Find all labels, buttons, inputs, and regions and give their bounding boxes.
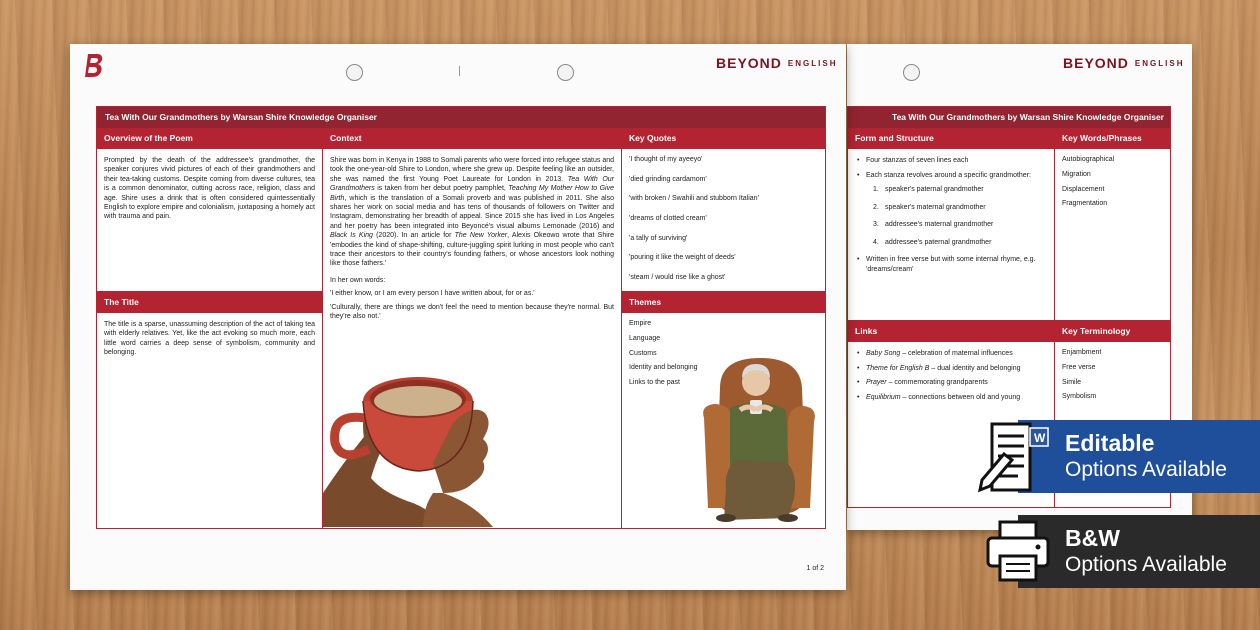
theme-item: Empire <box>629 320 652 327</box>
section-header: Key Terminology <box>1055 321 1170 342</box>
key-words-section <box>1055 128 1170 321</box>
organiser-title: Tea With Our Grandmothers by Warsan Shire Knowledge Organiser <box>97 107 825 128</box>
title-section <box>97 292 323 528</box>
organiser-title: Tea With Our Grandmothers by Warsan Shire Knowledge Organiser <box>848 107 1170 128</box>
context-paragraph: In her own words: <box>330 276 386 284</box>
context-quote: 'Culturally, there are things we don't feel the need to mention because they're normal. But they're also not.' <box>330 303 614 321</box>
quote-item: 'dreams of clotted cream' <box>629 215 707 223</box>
numbered-item: 4. addressee's paternal grandmother <box>873 238 992 246</box>
section-header: Themes <box>622 292 825 313</box>
list-item: Enjambment <box>1062 349 1102 356</box>
title-text: The title is a sparse, unassuming description of the act of taking tea with elderly relatives. Yet, like the act evoking so much more, each little word carries a deep sense of symbolism, community and belonging. <box>104 321 315 357</box>
quote-item: 'I thought of my ayeeyo' <box>629 156 703 163</box>
quote-item: 'died grinding cardamom' <box>629 175 707 183</box>
link-item: • Theme for English B – dual identity and belonging <box>855 364 1047 373</box>
quote-item: 'steam / would rise like a ghost' <box>629 274 726 282</box>
badge-subtitle: Options Available <box>1065 553 1227 576</box>
theme-item: Links to the past <box>629 379 680 387</box>
quote-item: 'pouring it like the weight of deeds' <box>629 254 736 262</box>
form-bullet: • Four stanzas of seven lines each <box>855 156 1047 165</box>
svg-text:W: W <box>1034 431 1046 445</box>
quote-item: 'a tally of surviving' <box>629 234 688 242</box>
list-item: Free verse <box>1062 363 1096 371</box>
beyond-logo-icon <box>84 52 104 78</box>
list-item: Fragmentation <box>1062 200 1108 208</box>
section-header: Overview of the Poem <box>97 128 322 149</box>
theme-item: Identity and belonging <box>629 364 698 372</box>
themes-section <box>622 292 825 528</box>
printer-icon <box>984 518 1052 584</box>
form-structure-section <box>848 128 1055 321</box>
badge-title: Editable <box>1065 430 1155 456</box>
brand-logo-text: BEYOND $^{ENGLISH}$ <box>716 55 838 71</box>
overview-section <box>97 128 323 292</box>
quote-item: 'with broken / Swahili and stubborn Italian' <box>629 195 759 203</box>
overview-text: Prompted by the death of the addressee's grandmother, the speaker conjures vivid pictures of each of their grandmothers and their tea-taking customs. Despite coming from diverse cultures, tea is a common denominator, cutting across race, religion, class and age. Shire uses a drink that is often considered quintessentially English to explore empire and colonialism, juxtaposing a homely act with trauma and pain. <box>104 157 315 221</box>
link-item: • Equilibrium – connections between old and young <box>855 393 1047 402</box>
numbered-item: 1. speaker's paternal grandmother <box>873 186 984 194</box>
grandmother-in-armchair-illustration <box>690 348 820 524</box>
numbered-item: 2. speaker's maternal grandmother <box>873 203 986 211</box>
badge-subtitle: Options Available <box>1065 458 1227 481</box>
context-paragraph: Shire was born in Kenya in 1988 to Somali parents who were forced into refugee status and took the one-year-old Shire to London, where she grew up. Despite feeling like an outsider, she was named the first Young Poet Laureate for London in 2013. Tea With Our Grandmothers is taken from her debut poetry pamphlet, Teaching My Mother How to Give Birth, which is the translation of a Somali proverb and was published in 2011. She also shares her work on social media and has tens of thousands of followers on Twitter and Instagram, demonstrating her breadth of appeal. Since 2015 she has lived in Los Angeles and her poetry has been integrated into Beyoncé's visual albums Lemonade (2016) and Black Is King (2020). In an article for The New Yorker, Alexis Okeowo wrote that Shire 'embodies the kind of shape-shifting, culture-juggling spirit lurking in most people who can't trace their ancestors to their country's founding fathers, or whose ancestors look nothing like those fathers.' <box>330 157 615 268</box>
list-item: Simile <box>1062 378 1082 386</box>
knowledge-organiser-page-1 <box>70 44 846 590</box>
context-section <box>323 128 622 528</box>
brand-logo-text: BEYOND $^{ENGLISH}$ <box>1063 55 1185 71</box>
form-bullet: • Each stanza revolves around a specific grandmother: <box>855 171 1047 180</box>
section-header: Key Words/Phrases <box>1055 128 1170 149</box>
punch-hole <box>903 64 920 81</box>
punch-hole <box>346 64 363 81</box>
list-item: Autobiographical <box>1062 156 1115 163</box>
bw-options-badge[interactable] <box>1018 515 1260 588</box>
fold-mark <box>459 66 460 76</box>
link-item: • Baby Song – celebration of maternal influences <box>855 349 1047 358</box>
section-header: Links <box>848 321 1054 342</box>
page-number: 1 of 2 <box>806 565 824 572</box>
badge-title: B&W <box>1065 525 1120 551</box>
list-item: Migration <box>1062 170 1091 178</box>
section-header: Form and Structure <box>848 128 1054 149</box>
organiser-grid-page-1 <box>96 106 826 529</box>
list-item: Displacement <box>1062 185 1105 193</box>
punch-hole <box>557 64 574 81</box>
key-quotes-section <box>622 128 825 292</box>
theme-item: Language <box>629 334 661 342</box>
section-header: Context <box>323 128 621 149</box>
numbered-item: 3. addressee's maternal grandmother <box>873 221 994 229</box>
link-item: • Prayer – commemorating grandparents <box>855 378 1047 387</box>
hands-holding-cup-illustration <box>323 343 503 527</box>
section-header: Key Quotes <box>622 128 825 149</box>
list-item: Symbolism <box>1062 393 1097 401</box>
context-quote: 'I either know, or I am every person I have written about, for or as.' <box>330 290 535 298</box>
word-document-icon <box>978 420 1058 496</box>
theme-item: Customs <box>629 349 657 357</box>
form-bullet: • Written in free verse but with some internal rhyme, e.g. 'dreams/cream' <box>855 255 1047 273</box>
section-header: The Title <box>97 292 322 313</box>
